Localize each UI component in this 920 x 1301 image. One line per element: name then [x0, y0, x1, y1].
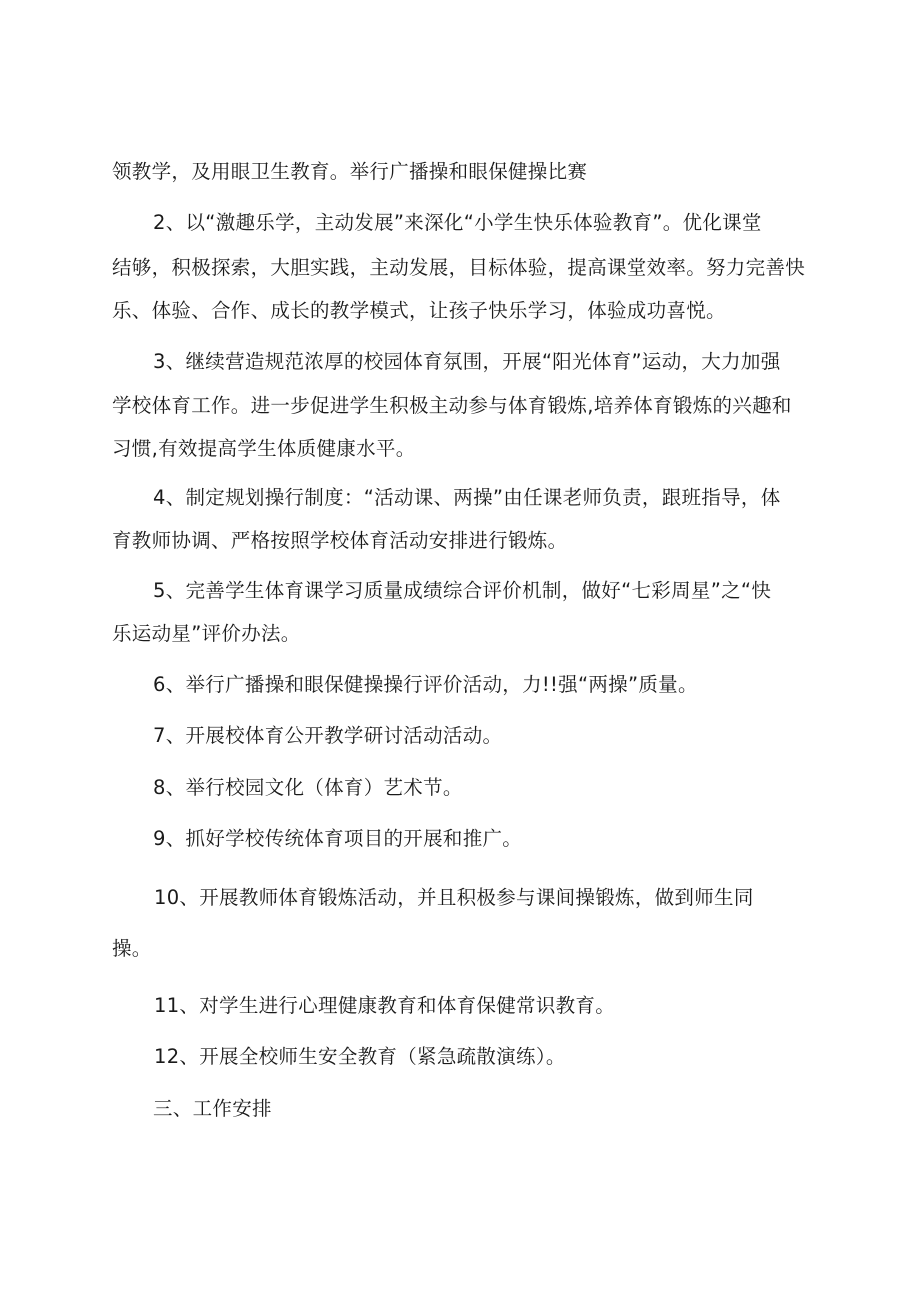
paragraph-12: 12、开展全校师生安全教育（紧急疏散演练）。: [154, 1045, 566, 1068]
paragraph-9: 9、抓好学校传统体育项目的开展和推广。: [153, 827, 523, 850]
paragraph-3-line-3: 习惯,有效提高学生体质健康水平。: [112, 437, 416, 460]
paragraph-7: 7、开展校体育公开教学研讨活动活动。: [153, 724, 503, 747]
paragraph-10-line-2: 操。: [112, 937, 152, 960]
paragraph-5-line-1: 5、完善学生体育课学习质量成绩综合评价机制，做好“七彩周星”之“快: [153, 579, 772, 602]
paragraph-2-line-3: 乐、体验、合作、成长的教学模式，让孩子快乐学习，体验成功喜悦。: [112, 299, 726, 322]
paragraph-3-line-2: 学校体育工作。进一步促进学生积极主动参与体育锻炼,培养体育锻炼的兴趣和: [112, 394, 792, 417]
paragraph-8: 8、举行校园文化（体育）艺术节。: [153, 776, 463, 799]
paragraph-1-continuation: 领教学，及用眼卫生教育。举行广播操和眼保健操比赛: [112, 160, 588, 183]
paragraph-5-line-2: 乐运动星”评价办法。: [112, 622, 301, 645]
paragraph-4-line-1: 4、制定规划操行制度：“活动课、两操”由任课老师负责，跟班指导，体: [153, 486, 781, 509]
paragraph-11: 11、对学生进行心理健康教育和体育保健常识教育。: [154, 994, 616, 1017]
paragraph-10-line-1: 10、开展教师体育锻炼活动，并且积极参与课间操锻炼，做到师生同: [154, 886, 754, 909]
paragraph-2-line-1: 2、以“激趣乐学，主动发展”来深化“小学生快乐体验教育”。优化课堂: [153, 211, 762, 234]
paragraph-4-line-2: 育教师协调、严格按照学校体育活动安排进行锻炼。: [112, 529, 568, 552]
section-heading-work-arrangement: 三、工作安排: [153, 1097, 272, 1120]
paragraph-3-line-1: 3、继续营造规范浓厚的校园体育氛围，开展“阳光体育”运动，大力加强: [153, 350, 781, 373]
paragraph-6: 6、举行广播操和眼保健操操行评价活动，力!!强“两操”质量。: [153, 673, 698, 696]
paragraph-2-line-2: 结够，积极探索，大胆实践，主动发展，目标体验，提高课堂效率。努力完善快: [112, 256, 806, 279]
